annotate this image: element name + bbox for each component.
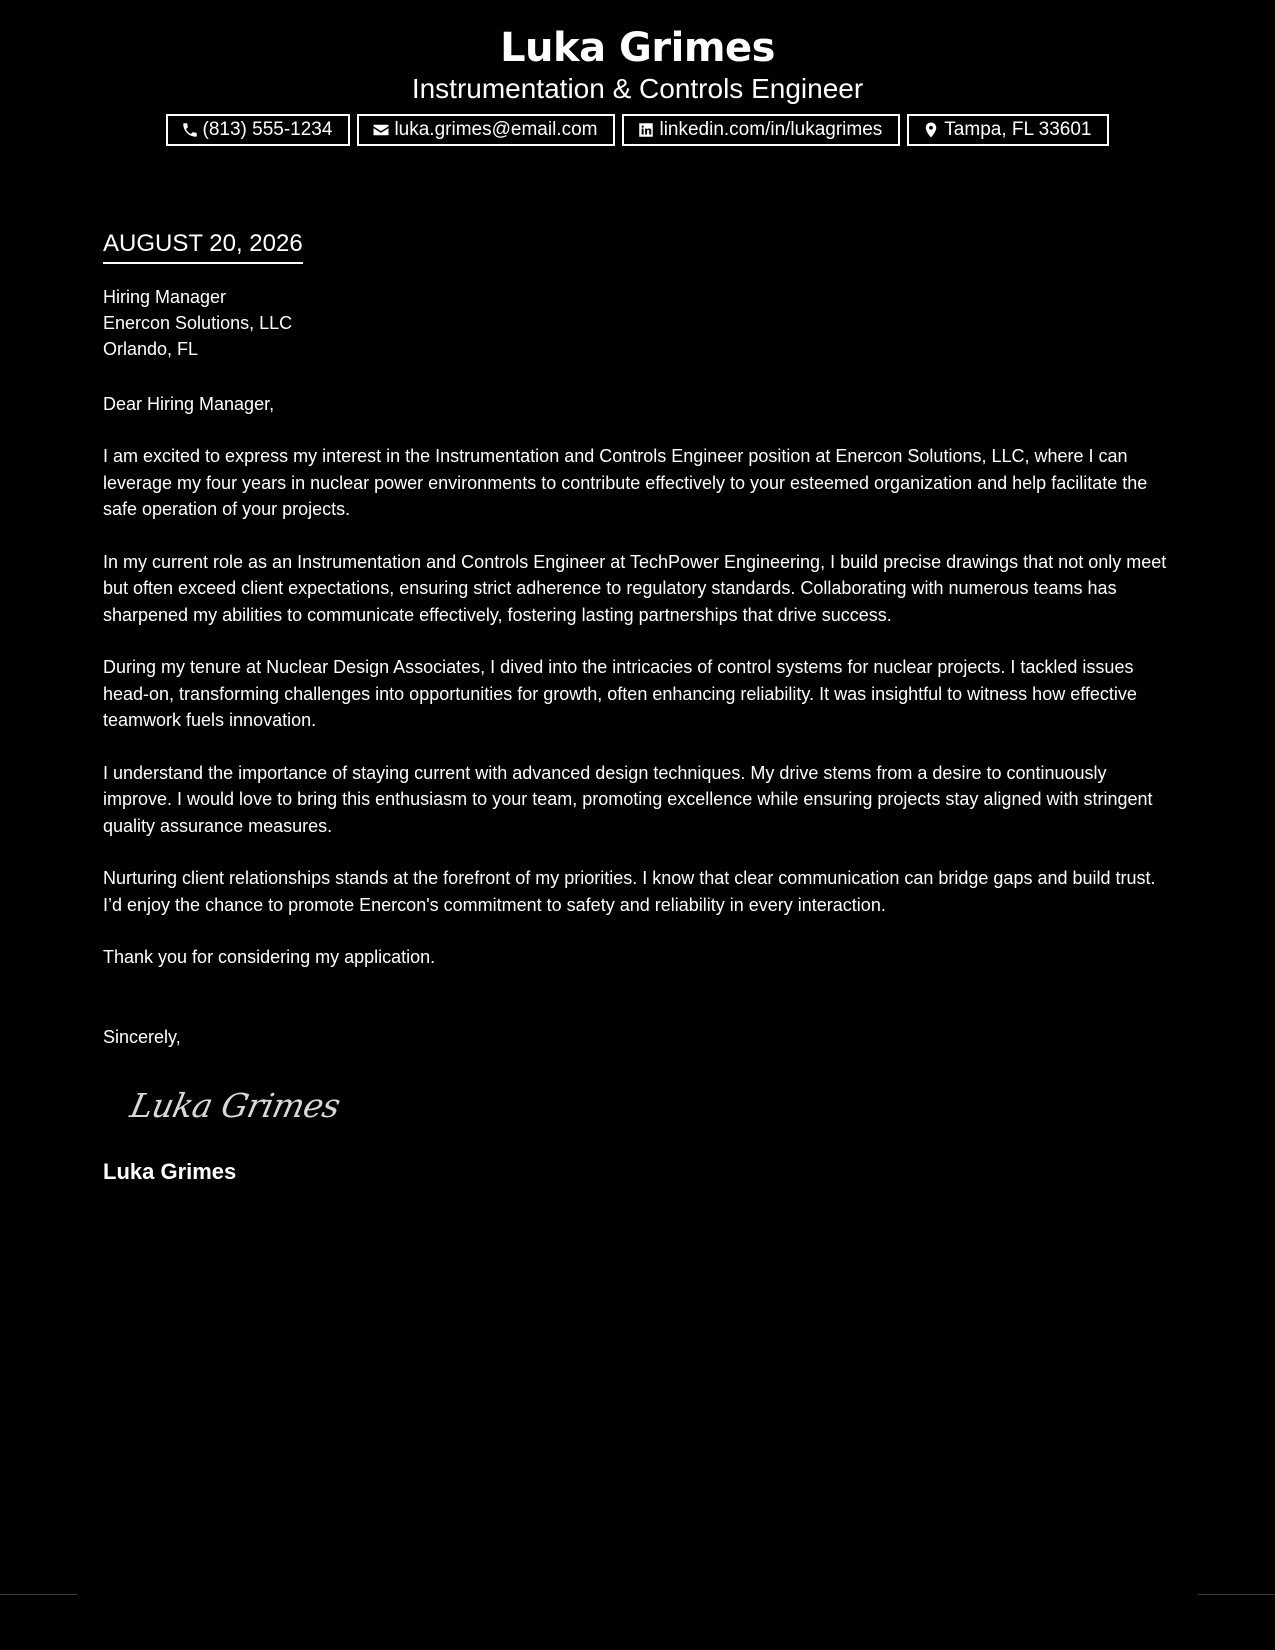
contact-linkedin-text: linkedin.com/in/lukagrimes: [659, 119, 883, 140]
closing: Sincerely,: [103, 1026, 181, 1047]
recipient-block: [103, 284, 1178, 362]
recipient-line: Hiring Manager: [103, 287, 227, 307]
envelope-icon: [371, 120, 391, 140]
body-paragraph: I am excited to express my interest in the Instrumentation and Controls Engineer position at Enercon Solutions, LLC, where I can leverage my four years in nuclear power environments to contribute effectively to your esteemed organization and help facilitate the safe operation of your projects.: [103, 446, 1148, 519]
handwritten-signature: Luka Grimes: [126, 1085, 344, 1125]
salutation: Dear Hiring Manager,: [103, 394, 275, 414]
contact-info-row: [0, 114, 1275, 146]
thank-you-paragraph: Thank you for considering my application.: [103, 947, 436, 967]
body-paragraph: I understand the importance of staying current with advanced design techniques. My drive stems from a desire to continuously improve. I would love to bring this enthusiasm to your team, promoting excellence while ensuring projects stay aligned with stringent quality assurance measures.: [103, 762, 1153, 836]
linkedin-icon: [636, 120, 656, 140]
applicant-name: Luka Grimes: [500, 25, 775, 71]
signer-name: Luka Grimes: [103, 1158, 237, 1184]
contact-linkedin[interactable]: [622, 114, 900, 146]
letter-header: [0, 22, 1275, 146]
footer-divider-left: [0, 1594, 77, 1595]
phone-icon: [180, 120, 200, 140]
contact-email[interactable]: [357, 114, 615, 146]
body-paragraph: In my current role as an Instrumentation and Controls Engineer at TechPower Engineering, I build precise drawings that not only meet but often exceed client expectations, ensuring strict adherence to regulatory standards. Collaborating with numerous teams has sharpened my abilities to communicate effectively, fostering lasting partnerships that drive success.: [103, 551, 1167, 625]
map-marker-icon: [921, 120, 941, 140]
recipient-line: Enercon Solutions, LLC: [103, 313, 293, 333]
contact-email-text: luka.grimes@email.com: [394, 119, 598, 140]
letter-date: AUGUST 20, 2026: [103, 228, 303, 264]
contact-location-text: Tampa, FL 33601: [944, 119, 1092, 140]
footer-divider-right: [1198, 1594, 1275, 1595]
contact-phone-text: (813) 555-1234: [202, 119, 333, 140]
body-paragraph: During my tenure at Nuclear Design Associates, I dived into the intricacies of control systems for nuclear projects. I tackled issues head-on, transforming challenges into opportunities for growth, often enhancing reliability. It was insightful to witness how effective teamwork fuels innovation.: [103, 657, 1137, 730]
recipient-line: Orlando, FL: [103, 339, 199, 359]
contact-location: [907, 114, 1109, 146]
applicant-job-title: Instrumentation & Controls Engineer: [411, 73, 864, 104]
contact-phone[interactable]: [166, 114, 351, 146]
letter-body: [103, 228, 1178, 1186]
body-paragraph: Nurturing client relationships stands at the forefront of my priorities. I know that clear communication can bridge gaps and build trust. I’d enjoy the chance to promote Enercon's commitment to safety and reliability in every interaction.: [103, 868, 1156, 915]
